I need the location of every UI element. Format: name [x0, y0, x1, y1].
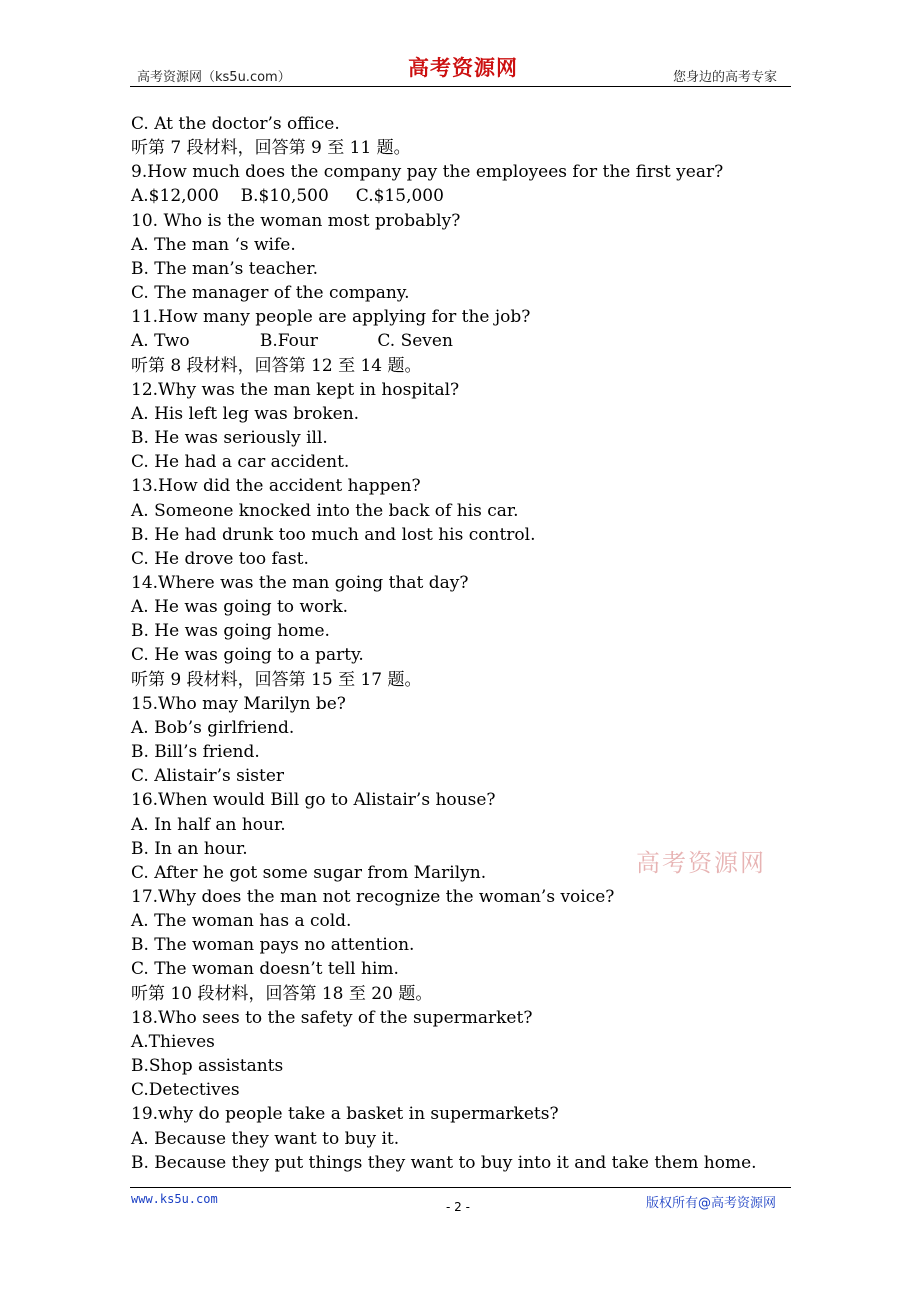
text-line: 听第 10 段材料，回答第 18 至 20 题。 [131, 983, 433, 1004]
header-source-text: 高考资源网（ks5u.com） [137, 70, 291, 85]
text-line: 13.How did the accident happen? [131, 476, 421, 497]
text-line: B. In an hour. [131, 838, 248, 859]
text-line: A. Two B.Four C. Seven [131, 331, 453, 352]
text-line: A. Someone knocked into the back of his car. [131, 500, 519, 521]
text-line: C. The woman doesn’t tell him. [131, 959, 399, 980]
footer-divider [130, 1187, 791, 1188]
text-line: 9.How much does the company pay the employees for the first year? [131, 162, 724, 183]
text-line: B. The woman pays no attention. [131, 935, 415, 956]
text-line: C.Detectives [131, 1080, 240, 1101]
text-line: B. The man’s teacher. [131, 258, 319, 279]
text-line: B. He had drunk too much and lost his control. [131, 524, 536, 545]
text-line: C. He was going to a party. [131, 645, 364, 666]
text-line: C. He drove too fast. [131, 548, 309, 569]
text-line: A. The man ‘s wife. [131, 234, 296, 255]
text-line: 15.Who may Marilyn be? [131, 693, 346, 714]
text-line: A. Because they want to buy it. [131, 1128, 400, 1149]
text-line: 19.why do people take a basket in supermarkets? [131, 1104, 559, 1125]
text-line: 12.Why was the man kept in hospital? [131, 379, 460, 400]
text-line: C. He had a car accident. [131, 452, 350, 473]
page-number: - 2 - [446, 1200, 470, 1214]
text-line: 16.When would Bill go to Alistair’s house? [131, 790, 496, 811]
watermark: 高考资源网 [636, 849, 766, 877]
text-line: 14.Where was the man going that day? [131, 572, 469, 593]
text-line: C. At the doctor’s office. [131, 114, 340, 134]
text-line: B. He was seriously ill. [131, 428, 328, 449]
footer-link[interactable]: www.ks5u.com [131, 1192, 218, 1206]
text-line: A.Thieves [131, 1031, 215, 1052]
header-logo: 高考资源网 [408, 56, 518, 80]
text-line: C. Alistair’s sister [131, 766, 285, 787]
header-slogan: 您身边的高考专家 [673, 70, 778, 85]
text-line: B. He was going home. [131, 621, 330, 642]
text-line: A. He was going to work. [131, 597, 349, 618]
text-line: 听第 9 段材料，回答第 15 至 17 题。 [131, 669, 422, 690]
text-line: 听第 7 段材料，回答第 9 至 11 题。 [131, 138, 411, 159]
text-line: 听第 8 段材料，回答第 12 至 14 题。 [131, 355, 422, 376]
text-line: A. Bob’s girlfriend. [131, 717, 295, 738]
text-line: 11.How many people are applying for the job? [131, 307, 531, 328]
footer-copyright: 版权所有@高考资源网 [646, 1196, 777, 1211]
text-line: B.Shop assistants [131, 1056, 284, 1077]
header-divider [130, 86, 791, 87]
text-line: A. In half an hour. [131, 814, 286, 835]
text-line: C. The manager of the company. [131, 283, 410, 304]
text-line: B. Because they put things they want to buy into it and take them home. [131, 1152, 757, 1173]
document-body [131, 112, 791, 1175]
text-line: A.$12,000 B.$10,500 C.$15,000 [131, 186, 444, 207]
text-line: C. After he got some sugar from Marilyn. [131, 862, 487, 883]
text-line: 10. Who is the woman most probably? [131, 210, 461, 231]
text-line: 18.Who sees to the safety of the supermarket? [131, 1007, 533, 1028]
text-line: 17.Why does the man not recognize the woman’s voice? [131, 887, 615, 907]
text-line: B. Bill’s friend. [131, 742, 260, 763]
text-line: A. The woman has a cold. [131, 911, 352, 932]
text-line: A. His left leg was broken. [131, 403, 360, 424]
